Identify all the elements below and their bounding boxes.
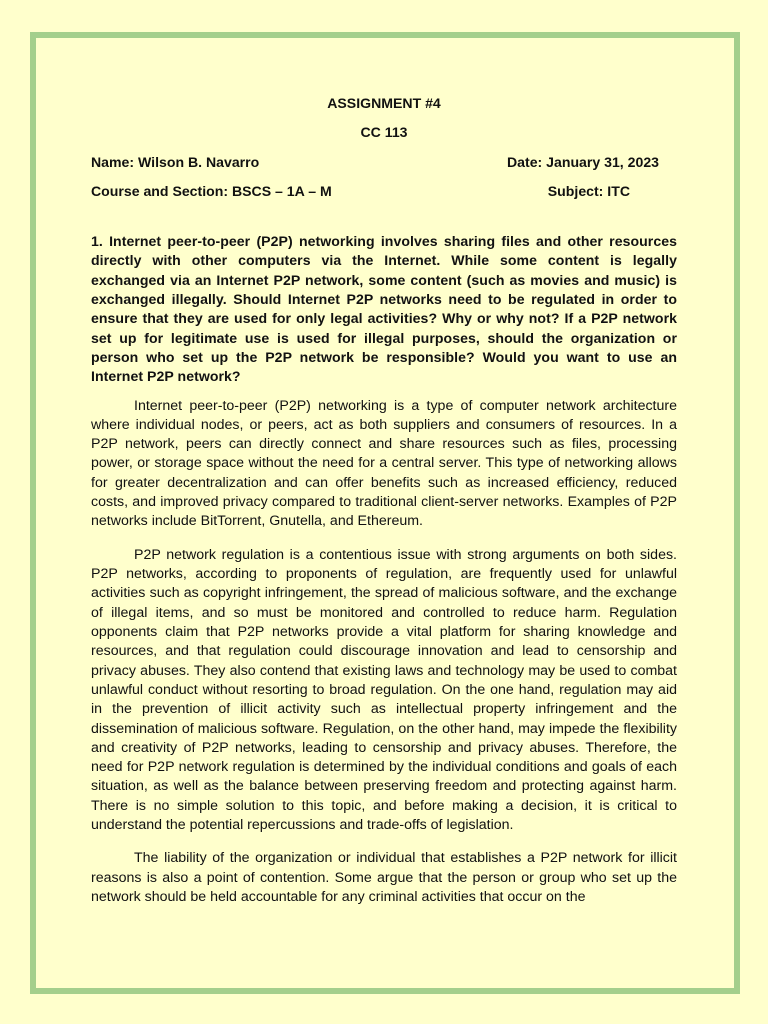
question-text: 1. Internet peer-to-peer (P2P) networking involves sharing files and other resources directly with other computers via the Internet. While some content is legally exchanged via an Internet P2P network, some content (such as movies and music) is exchanged illegally. Should Internet P2P networks need to be regulated in order to ensure that they are used for only legal activities? Why or why not? If a P2P network set up for legitimate use is used for illegal purposes, should the organization or person who set up the P2P network be responsible? Would you want to use an Internet P2P network? [91, 233, 677, 385]
subject-text: Subject: ITC [547, 182, 630, 199]
name-date-row [91, 153, 677, 172]
document-content [91, 94, 677, 922]
course-subject-row [91, 182, 677, 201]
answer-paragraph-3: The liability of the organization or individual that establishes a P2P network for illicit reasons is also a point of contention. Some argue that the person or group who set up the network should be held accountable for any criminal activities that occur on the [91, 850, 677, 906]
answer-paragraph-2: P2P network regulation is a contentious issue with strong arguments on both sides. P2P networks, according to proponents of regulation, are frequently used for unlawful activities such as copyright infringement, the spread of malicious software, and the exchange of illegal items, and so must be monitored and controlled to reduce harm. Regulation opponents claim that P2P networks provide a vital platform for sharing knowledge and resources, and that regulation could discourage innovation and lead to censorship and privacy abuses. They also contend that existing laws and technology may be used to combat unlawful conduct without resorting to broad regulation. On the one hand, regulation may aid in the prevention of illicit activity such as intellectual property infringement and the dissemination of malicious software. Regulation, on the other hand, may impede the flexibility and creativity of P2P networks, leading to censorship and privacy abuses. Therefore, the need for P2P network regulation is determined by the individual conditions and goals of each situation, as well as the balance between preserving freedom and protecting against harm. There is no simple solution to this topic, and before making a decision, it is critical to understand the potential repercussions and trade-offs of legislation. [91, 546, 677, 833]
course-section: Course and Section: BSCS – 1A – M [91, 182, 332, 199]
date-text: Date: January 31, 2023 [507, 153, 659, 170]
assignment-title: ASSIGNMENT #4 [327, 95, 441, 111]
answer-paragraph-1: Internet peer-to-peer (P2P) networking is a type of computer network architecture where individual nodes, or peers, act as both suppliers and consumers of resources. In a P2P network, peers can directly connect and share resources such as files, processing power, or storage space without the need for a central server. This type of networking allows for greater decentralization and can offer benefits such as increased efficiency, reduced costs, and improved privacy compared to traditional client-server networks. Examples of P2P networks include BitTorrent, Gnutella, and Ethereum. [91, 397, 677, 530]
course-code: CC 113 [360, 124, 408, 141]
student-name: Name: Wilson B. Navarro [91, 153, 260, 170]
